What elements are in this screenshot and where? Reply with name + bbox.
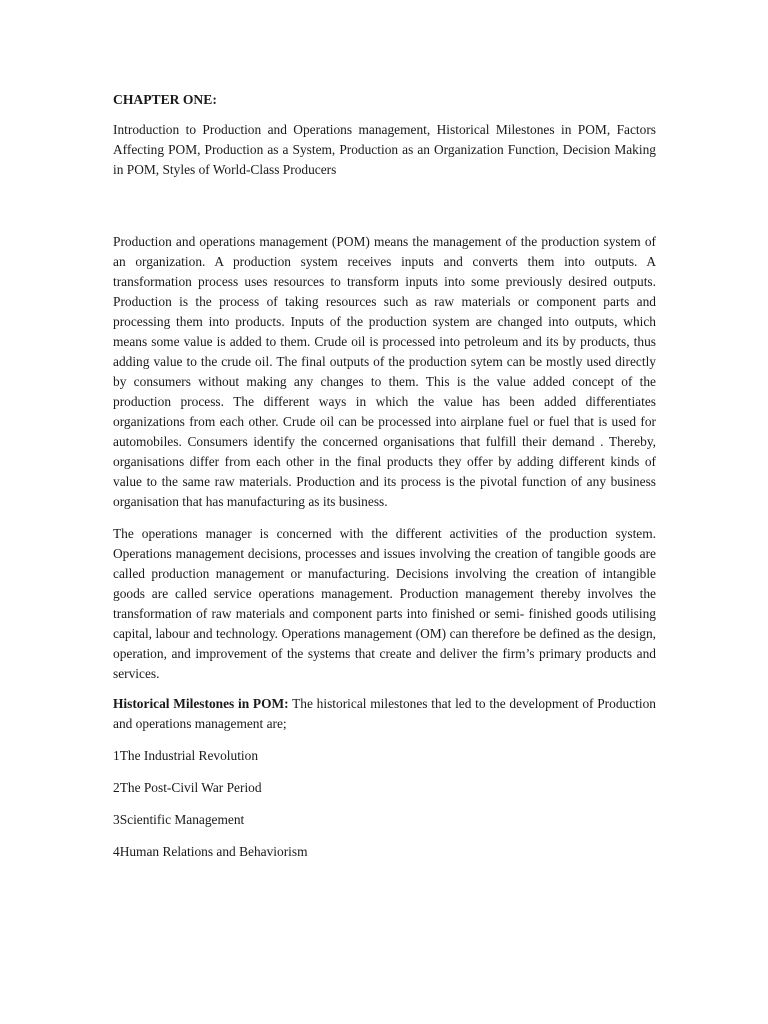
milestone-item: 4Human Relations and Behaviorism — [113, 844, 308, 859]
historical-milestones-heading: Historical Milestones in POM: — [113, 696, 289, 711]
chapter-heading: CHAPTER ONE: — [113, 92, 217, 107]
paragraph-operations-manager: The operations manager is concerned with the different activities of the production system. Operations management decisions, processes and issues involving the creation of tangible goods are called production management or manufacturing. Decisions involving the creation of intangible goods are called service operations management. Production management thereby involves the transformation of raw materials and component parts into finished or semi- finished goods utilising capital, labour and technology. Operations management (OM) can therefore be defined as the design, operation, and improvement of the systems that create and deliver the firm’s primary products and services. — [113, 526, 656, 681]
chapter-subtitle: Introduction to Production and Operations management, Historical Milestones in POM, Factors Affecting POM, Production as a System, Production as an Organization Function, Decision Making in POM, Styles of World-Class Producers — [113, 122, 656, 177]
historical-milestones-text: The historical milestones that led to the development of Production and operations management are; — [113, 696, 656, 731]
paragraph-pom-definition: Production and operations management (POM) means the management of the production system of an organization. A production system receives inputs and converts them into outputs. A transformation process uses resources to transform inputs into some previously desired outputs. Production is the process of taking resources such as raw materials or component parts and processing them into products. Inputs of the production system are changed into outputs, which means some value is added to them. Crude oil is processed into petroleum and its by products, thus adding value to the crude oil. The final outputs of the production sytem can be mostly used directly by consumers without making any changes to them. This is the value added concept of the production process. The different ways in which the value has been added differentiates organizations from each other. Crude oil can be processed into airplane fuel or fuel that is used for automobiles. Consumers identify the concerned organisations that fulfill their demand . Thereby, organisations differ from each other in the final products they offer by adding different kinds of value to the same raw materials. Production and its process is the pivotal function of any business organisation that has manufacturing as its business. — [113, 234, 656, 509]
milestone-item: 2The Post-Civil War Period — [113, 780, 262, 795]
document-page — [113, 90, 656, 874]
historical-milestones-paragraph — [113, 694, 656, 734]
milestone-item: 1The Industrial Revolution — [113, 748, 259, 763]
milestone-item: 3Scientific Management — [113, 812, 245, 827]
